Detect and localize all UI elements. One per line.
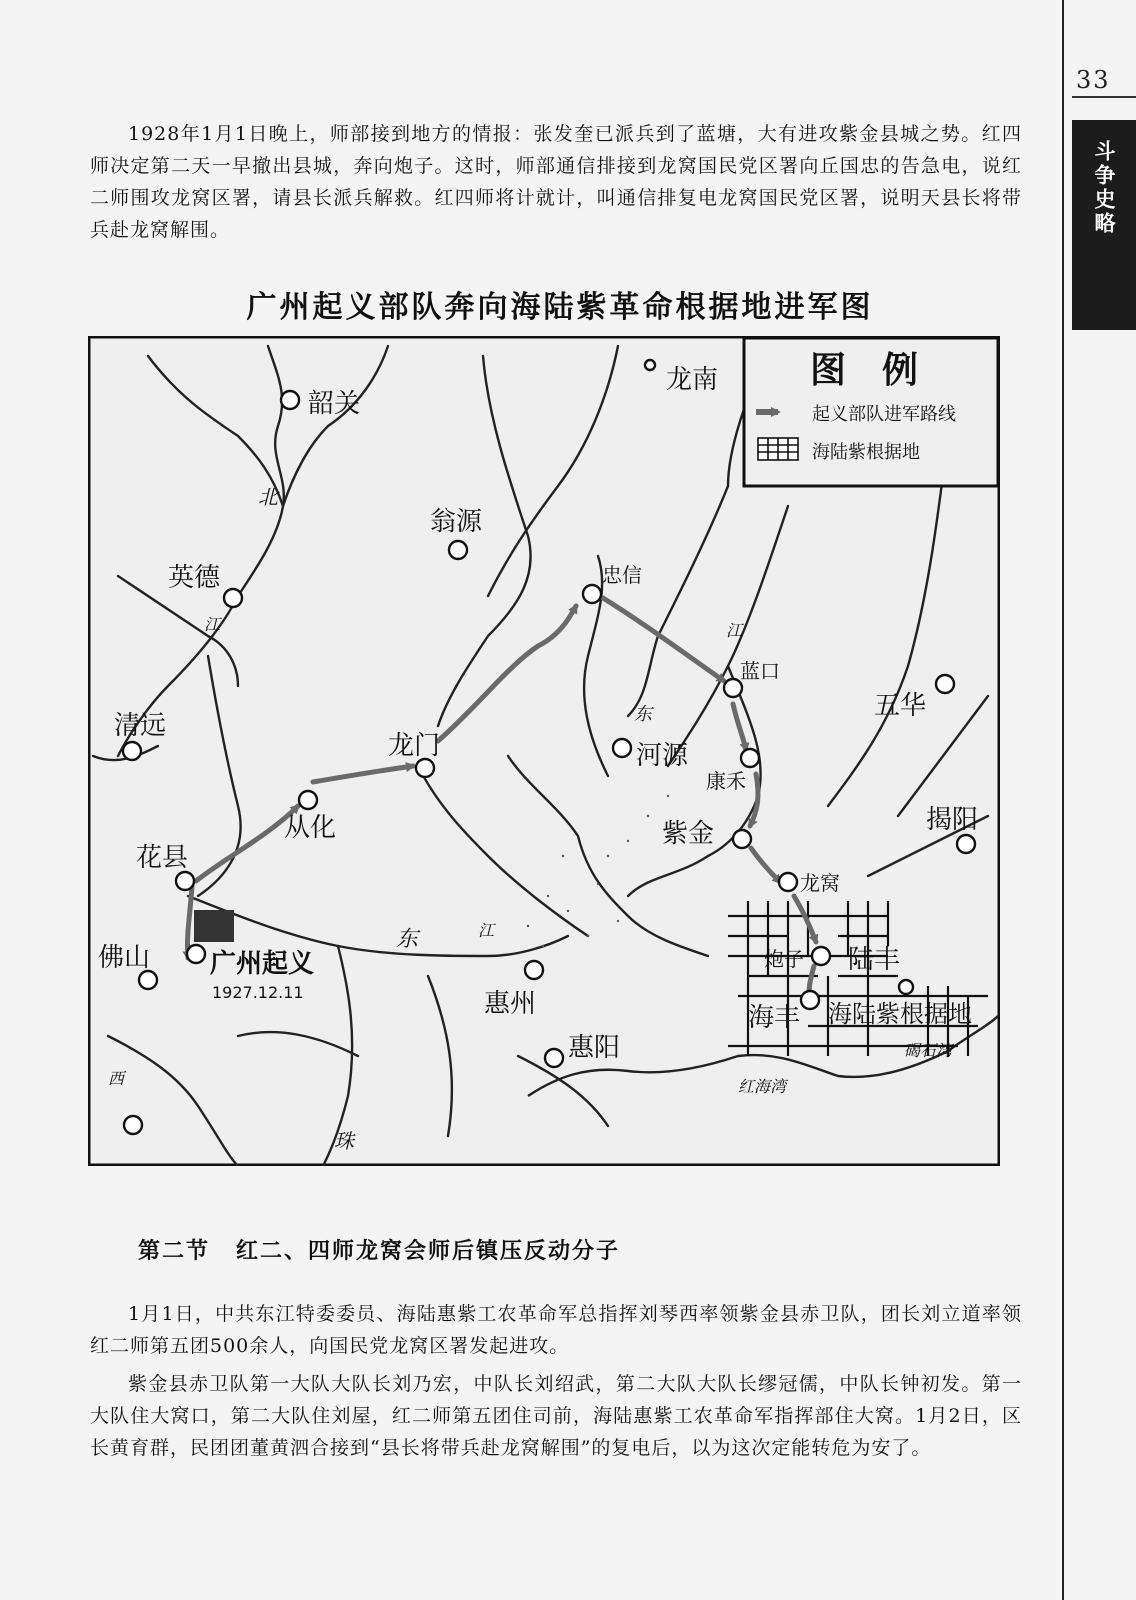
label-huiyang: 惠阳 (568, 1033, 621, 1063)
label-paozi: 炮子 (764, 947, 804, 971)
river-label-dong-1: 东 (634, 704, 652, 725)
label-longnan: 龙南 (666, 365, 719, 395)
label-kanghe: 康禾 (706, 769, 746, 793)
paragraph-1: 1928年1月1日晚上，师部接到地方的情报：张发奎已派兵到了蓝塘，大有进攻紫金县城之势。红四师决定第二天一早撤出县城，奔向炮子。这时，师部通信排接到龙窝国民党区署向丘国忠的告急电，说红二师围攻龙窝区署，请县长派兵解救。红四师将计就计，叫通信排复电龙窝国民党区署，说明天县长将带兵赴龙窝解围。 (90, 123, 1022, 241)
river-label-jiang-2: 江 (726, 621, 743, 640)
label-lufeng: 陆丰 (848, 945, 901, 975)
page-number: 33 (1076, 66, 1111, 94)
label-base-area: 海陆紫根据地 (828, 1000, 972, 1028)
legend-title: 图 例 (810, 350, 919, 391)
label-haifeng: 海丰 (748, 1003, 801, 1033)
label-conghua: 从化 (284, 813, 337, 843)
river-label-jiang-1: 江 (204, 615, 221, 634)
label-shaoguan: 韶关 (308, 389, 361, 419)
label-longwo: 龙窝 (800, 871, 840, 895)
label-uprising-date: 1927.12.11 (212, 983, 304, 1002)
label-qingyuan: 清远 (114, 711, 167, 741)
paragraph-3: 紫金县赤卫队第一大队大队长刘乃宏，中队长刘绍武，第二大队大队长缪冠儒，中队长钟初发。第一大队住大窝口，第二大队住刘屋，红二师第五团住司前，海陆惠紫工农革命军指挥部住大窝。1月2日，区长黄育群，民团团董黄泗合接到“县长将带兵赴龙窝解围”的复电后，以为这次定能转危为安了。 (90, 1373, 1022, 1459)
page-margin-rule (1062, 0, 1064, 1600)
label-huizhou: 惠州 (484, 989, 537, 1019)
section-heading (138, 1234, 620, 1265)
section-title-text: 红二、四师龙窝会师后镇压反动分子 (236, 1239, 621, 1264)
label-foshan: 佛山 (98, 943, 151, 973)
sea-label-honghaiwan: 红海湾 (738, 1077, 787, 1096)
label-huaxian: 花县 (136, 843, 189, 873)
label-wengyuan: 翁源 (430, 507, 483, 537)
legend-route-label: 起义部队进军路线 (812, 404, 956, 425)
paragraph-2: 1月1日，中共东江特委委员、海陆惠紫工农革命军总指挥刘琴西率领紫金县赤卫队，团长刘立道率领红二师第五团500余人，向国民党龙窝区署发起进攻。 (90, 1303, 1022, 1357)
label-heyuan: 河源 (636, 741, 689, 771)
label-yingde: 英德 (168, 563, 221, 593)
label-lankou: 蓝口 (740, 659, 780, 683)
legend-base-label: 海陆紫根据地 (812, 442, 920, 463)
label-zhongxin: 忠信 (602, 563, 642, 587)
base-legend-icon (758, 438, 798, 460)
page-number-underline (1072, 96, 1136, 98)
map-title: 广州起义部队奔向海陆紫革命根据地进军图 (246, 290, 874, 325)
sea-label-jieshiwan: 碣石湾 (904, 1041, 953, 1060)
section-number: 第二节 (138, 1239, 211, 1264)
label-zijin: 紫金 (662, 819, 715, 849)
label-wuhua: 五华 (874, 691, 927, 721)
river-label-jiang-3: 江 (478, 921, 495, 940)
river-label-bei: 北 (258, 485, 278, 509)
river-label-dong-2: 东 (396, 927, 419, 952)
chapter-side-tab: 斗争史略 (1072, 120, 1136, 330)
label-guangzhou-uprising: 广州起义 (210, 949, 315, 979)
river-label-zhu: 珠 (334, 1129, 354, 1153)
guangzhou-uprising-flag (194, 910, 234, 942)
label-longmen: 龙门 (388, 731, 441, 761)
march-route-map (88, 336, 1000, 1166)
label-jieyang: 揭阳 (926, 805, 979, 835)
river-label-xi: 西 (108, 1069, 125, 1088)
